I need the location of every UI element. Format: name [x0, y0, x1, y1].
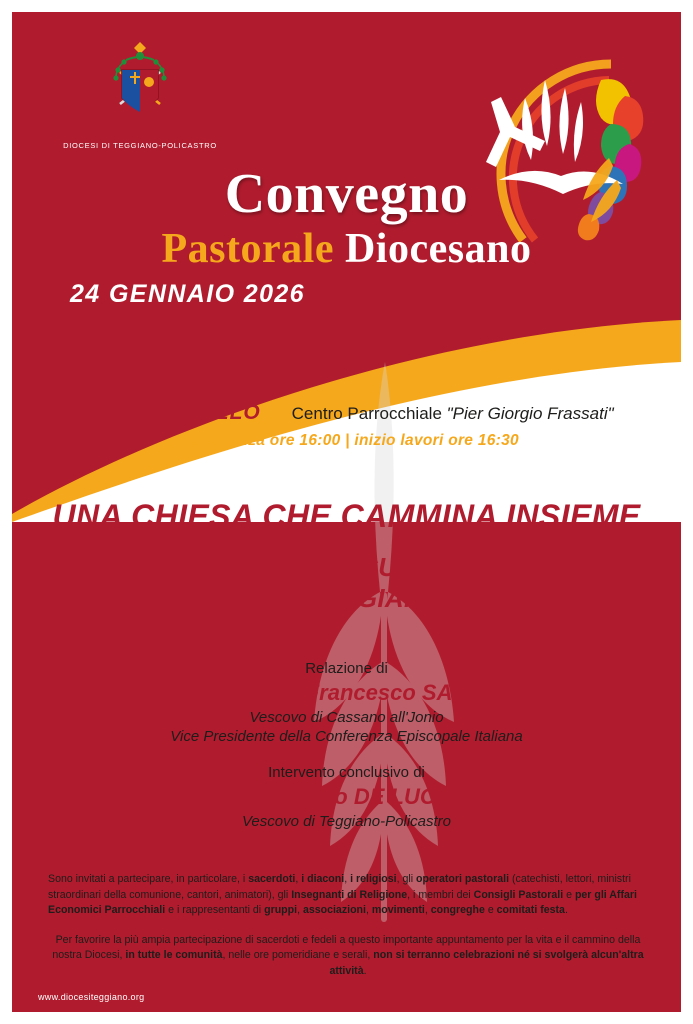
event-times: accoglienza ore 16:00 | inizio lavori ore 16:30 [174, 432, 519, 449]
speaker-1-label: Relazione di [305, 660, 388, 677]
footer-bar [12, 984, 681, 1012]
headline-main: UNA CHIESA CHE CAMMINA INSIEME [52, 498, 641, 534]
venue-hall [292, 404, 614, 423]
poster-frame [12, 12, 681, 1012]
poster-title-sub-part1: Pastorale [161, 226, 334, 272]
speaker-block-1 [12, 660, 681, 746]
venue-place: PRATO PERILLO [79, 401, 261, 424]
poster-title-sub [12, 225, 681, 273]
headline-sub-line2: NELLA CHIESA DI TEGGIANO-POLICASTRO [67, 583, 626, 613]
poster-title-sub-part2: Diocesano [344, 226, 532, 272]
headline-sub-line1: LA RECEZIONE DEL DOCUMENTO DI SINTESI [55, 552, 638, 582]
speaker-2-name: P. Antonio DE LUCA [241, 784, 452, 809]
footer-notes [48, 872, 648, 979]
speaker-1-role-line1: Vescovo di Cassano all'Jonio [249, 709, 444, 726]
speaker-2-role-line1: Vescovo di Teggiano-Policastro [241, 813, 451, 830]
venue-line [12, 398, 681, 425]
event-date: 24 GENNAIO 2026 [70, 280, 305, 308]
headline-sub [12, 552, 681, 614]
speaker-2-label: Intervento conclusivo di [268, 764, 425, 781]
speaker-1-name: S.E. Mons. Francesco SAVINO [188, 680, 505, 705]
venue-hall-name: "Pier Giorgio Frassati" [446, 404, 614, 423]
crest-caption: DIOCESI DI TEGGIANO-POLICASTRO [63, 141, 217, 150]
speaker-1-role-line2: Vice Presidente della Conferenza Episcopale Italiana [170, 728, 523, 745]
coat-of-arms-icon [104, 40, 176, 132]
speaker-2-role [12, 812, 681, 831]
speaker-block-2 [12, 764, 681, 831]
website-url[interactable]: www.diocesiteggiano.org [38, 992, 145, 1002]
poster-title-main: Convegno [224, 163, 469, 225]
speaker-1-role [12, 708, 681, 746]
diocese-crest [60, 40, 220, 150]
venue-hall-prefix: Centro Parrocchiale [291, 404, 447, 423]
footer-paragraph-1: Sono invitati a partecipare, in particolare, i sacerdoti, i diaconi, i religiosi, gli operatori pastorali (catechisti, lettori, ministri straordinari della comunione, cantori, animatori), gli Insegnanti di Religione, i membri dei Consigli Pastorali e per gli Affari Economici Parrocchiali e i rappresentanti di gruppi, associazioni, movimenti, congreghe e comitati festa. [48, 873, 637, 916]
footer-paragraph-2: Per favorire la più ampia partecipazione di sacerdoti e fedeli a questo importante appuntamento per la vita e il cammino della nostra Diocesi, in tutte le comunità, nelle ore pomeridiane e serali, non si terranno celebrazioni né si svolgerà alcun'altra attività. [52, 933, 644, 977]
venue-separator: | [273, 399, 280, 425]
